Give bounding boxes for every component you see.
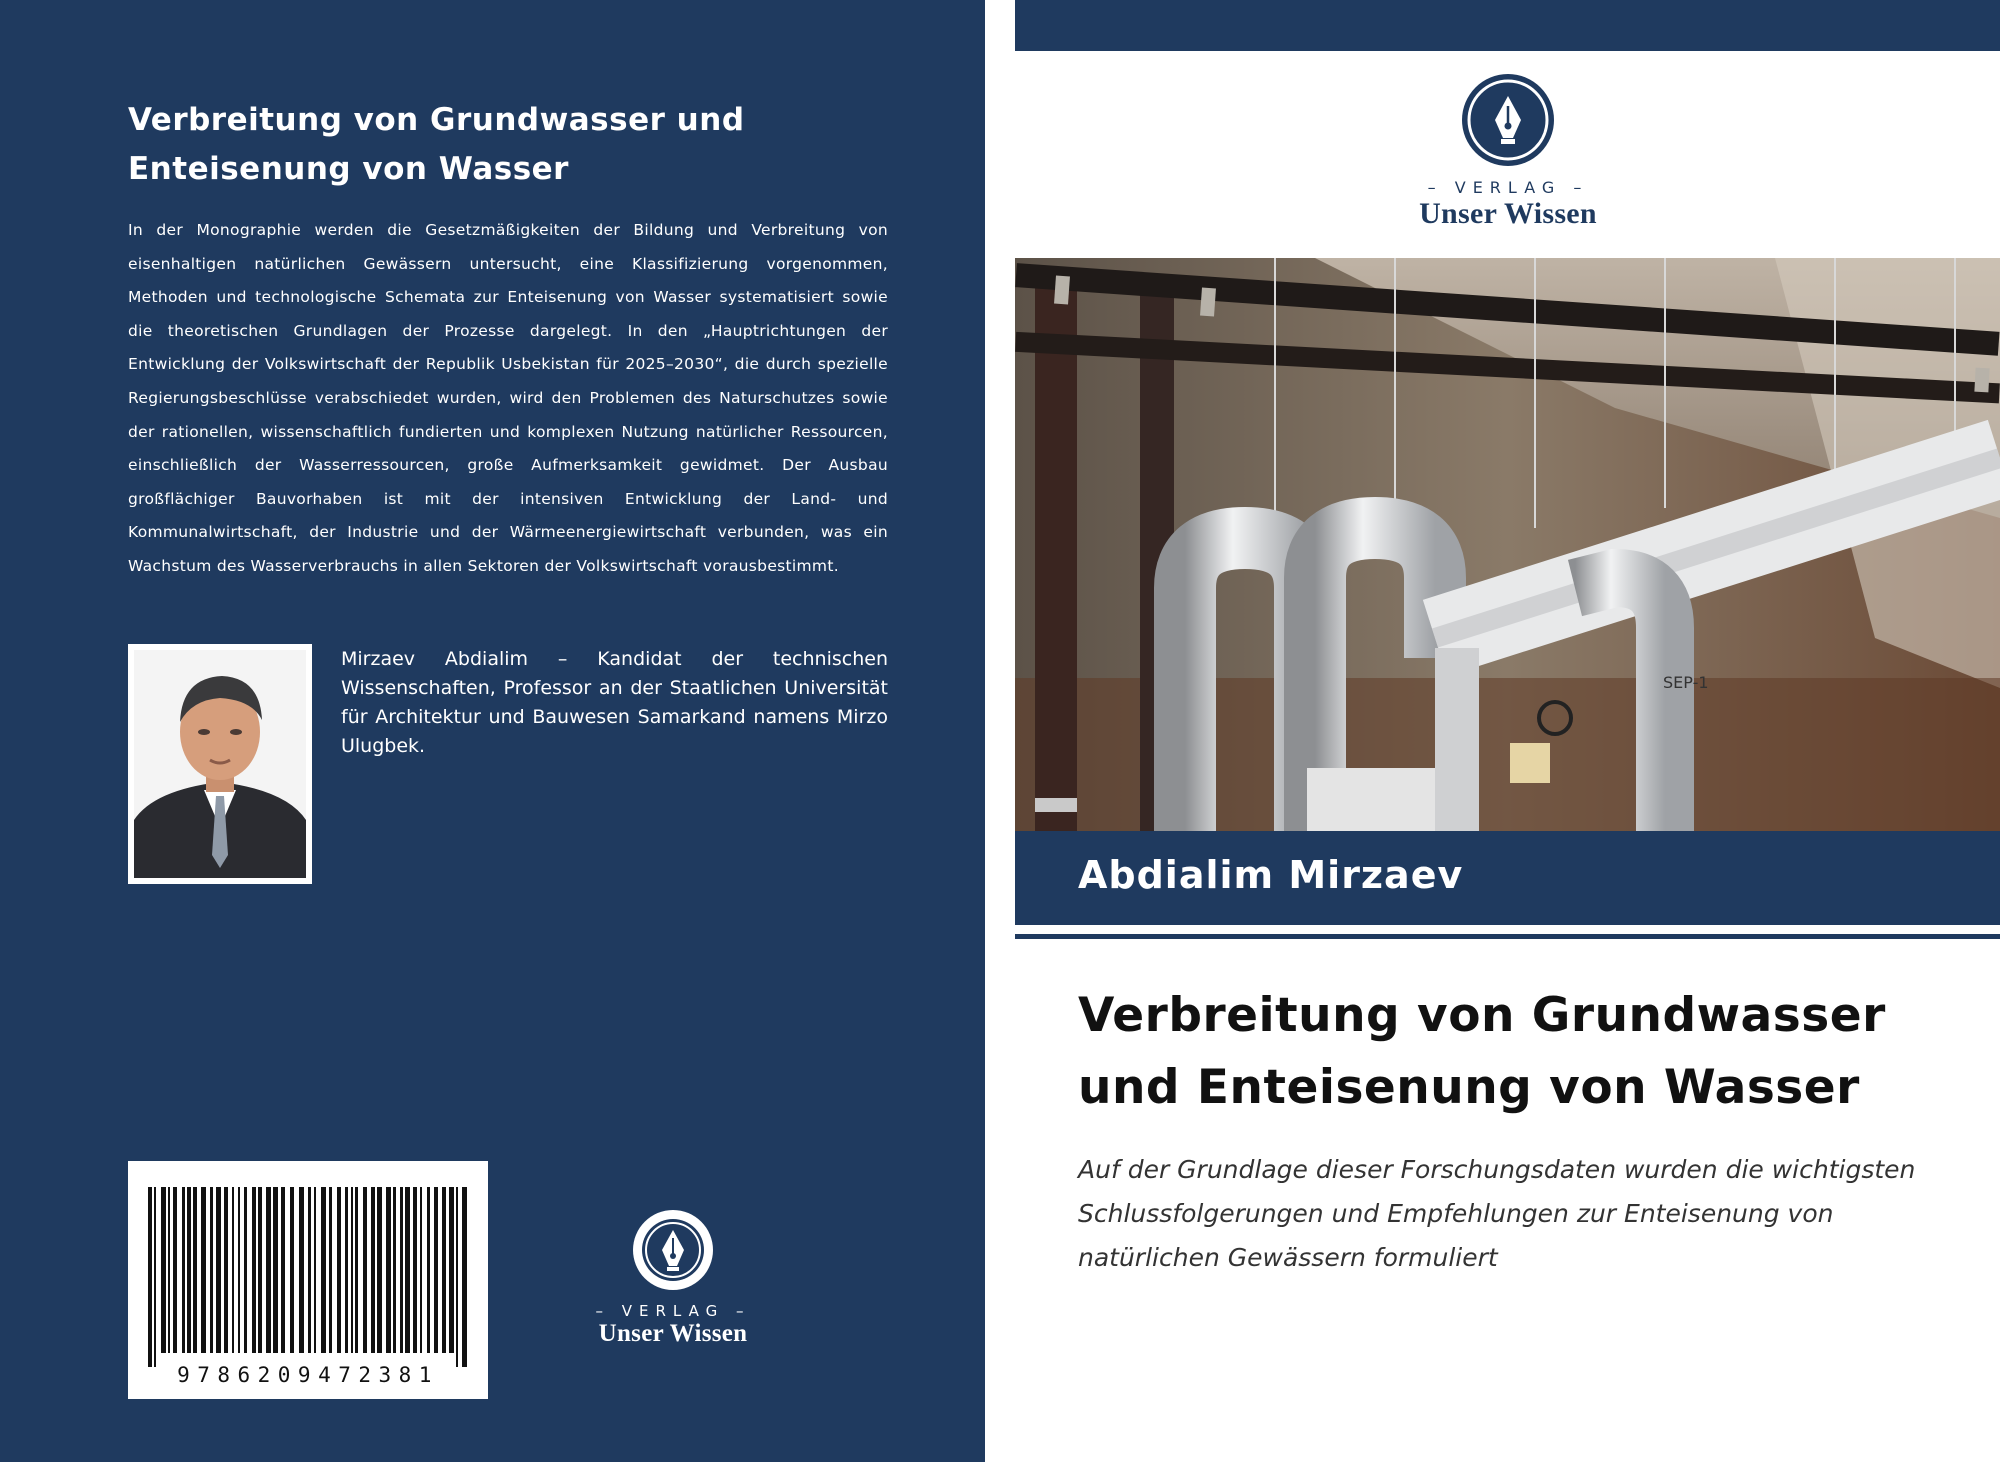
front-verlag-label: – VERLAG –: [1427, 178, 1589, 197]
barcode-bar: [377, 1187, 382, 1353]
barcode-bar: [355, 1187, 358, 1353]
back-verlag-label: – VERLAG –: [595, 1302, 751, 1320]
author-bar: [1015, 831, 2000, 925]
barcode-bar: [193, 1187, 197, 1353]
barcode-bar: [363, 1187, 367, 1353]
barcode-bar: [413, 1187, 417, 1353]
barcode-bar: [252, 1187, 256, 1353]
pen-nib-logo-icon: [631, 1208, 715, 1292]
author-photo: [128, 644, 312, 884]
barcode-bar: [273, 1187, 278, 1353]
back-blurb: In der Monographie werden die Gesetzmäßigkeiten der Bildung und Verbreitung von eisenhaltigen natürlichen Gewässern untersucht, eine Klassifizierung vorgenommen, Methoden und technologische Schemata zur Enteisenung von Wasser systematisiert sowie die theoretischen Grundlagen der Prozesse dargelegt. In den „Hauptrichtungen der Entwicklung der Volkswirtschaft der Republik Usbekistan für 2025–2030“, die durch spezielle Regierungsbeschlüsse verabschiedet wurden, wird den Problemen des Naturschutzes sowie der rationellen, wissenschaftlich fundierten und komplexen Nutzung natürlicher Ressourcen, einschließlich der Wasserressourcen, große Aufmerksamkeit gewidmet. Der Ausbau großflächiger Bauvorhaben ist mit der intensiven Entwicklung der Land- und Kommunalwirtschaft, der Industrie und der Wärmeenergiewirtschaft verbunden, was ein Wachstum des Wasserverbrauchs in allen Sektoren der Volkswirtschaft vorausbestimmt.: [128, 221, 888, 575]
barcode-bar: [281, 1187, 285, 1353]
front-title: [1078, 980, 1958, 1124]
barcode-bar: [462, 1187, 467, 1367]
barcode-bar: [420, 1187, 422, 1353]
barcode-digits: 9786209472381: [177, 1363, 439, 1387]
barcode-bar: [351, 1187, 353, 1353]
barcode-bar: [329, 1187, 332, 1353]
barcode-bar: [182, 1187, 185, 1353]
barcode-bar: [371, 1187, 375, 1353]
back-publisher-logo: [580, 1208, 766, 1348]
back-publisher-name: Unser Wissen: [598, 1320, 748, 1347]
industrial-pipes-photo: [1015, 258, 2000, 831]
barcode-bar: [173, 1187, 177, 1353]
author-name: Abdialim Mirzaev: [1078, 853, 1464, 897]
back-title-line2: Enteisenung von Wasser: [128, 151, 569, 187]
barcode-bar: [266, 1187, 271, 1353]
barcode-bar: [154, 1187, 156, 1367]
barcode-bar: [187, 1187, 191, 1353]
barcode-bar: [314, 1187, 316, 1353]
barcode-bar: [456, 1187, 458, 1367]
barcode-bar: [405, 1187, 410, 1353]
barcode-bar: [258, 1187, 262, 1353]
barcode-bar: [299, 1187, 304, 1353]
front-subtitle: Auf der Grundlage dieser Forschungsdaten wurden die wichtigsten Schlussfolgerungen und Empfehlungen zur Enteisenung von natürlichen Gewässern formuliert: [1078, 1155, 1916, 1272]
barcode-bar: [232, 1187, 234, 1353]
back-title-line1: Verbreitung von Grundwasser und: [128, 102, 745, 138]
front-top-bar: [1015, 0, 2000, 51]
barcode-bar: [168, 1187, 170, 1353]
barcode-bar: [400, 1187, 403, 1353]
barcode-bar: [201, 1187, 206, 1353]
spine: [985, 0, 1015, 1462]
front-title-line2: und Enteisenung von Wasser: [1078, 1060, 1860, 1115]
pipe-label: SEP-1: [1663, 673, 1709, 692]
back-cover: [0, 0, 985, 1462]
barcode-bar: [434, 1187, 438, 1353]
barcode: [128, 1161, 488, 1399]
barcode-bar: [308, 1187, 311, 1353]
divider-rule: [1015, 934, 2000, 939]
barcode-bar: [427, 1187, 430, 1353]
barcode-bar: [210, 1187, 213, 1353]
front-title-line1: Verbreitung von Grundwasser: [1078, 988, 1886, 1043]
pen-nib-logo-icon: [1460, 72, 1556, 168]
barcode-bar: [244, 1187, 247, 1353]
barcode-bar: [238, 1187, 240, 1353]
barcode-bar: [442, 1187, 446, 1353]
front-publisher-logo: [1363, 72, 1653, 231]
front-cover: [1015, 0, 2000, 1462]
barcode-bar: [161, 1187, 166, 1353]
barcode-bar: [216, 1187, 221, 1353]
front-publisher-name: Unser Wissen: [1419, 197, 1597, 230]
barcode-bar: [393, 1187, 396, 1353]
barcode-bar: [224, 1187, 228, 1353]
barcode-bar: [386, 1187, 391, 1353]
barcode-bar: [337, 1187, 341, 1353]
barcode-bar: [290, 1187, 294, 1353]
barcode-bar: [449, 1187, 454, 1353]
author-bio: Mirzaev Abdialim – Kandidat der technischen Wissenschaften, Professor an der Staatlichen Universität für Architektur und Bauwesen Samarkand namens Mirzo Ulugbek.: [341, 648, 888, 757]
back-title: [128, 96, 888, 194]
barcode-bar: [345, 1187, 348, 1353]
barcode-bar: [148, 1187, 152, 1367]
barcode-bar: [321, 1187, 326, 1353]
